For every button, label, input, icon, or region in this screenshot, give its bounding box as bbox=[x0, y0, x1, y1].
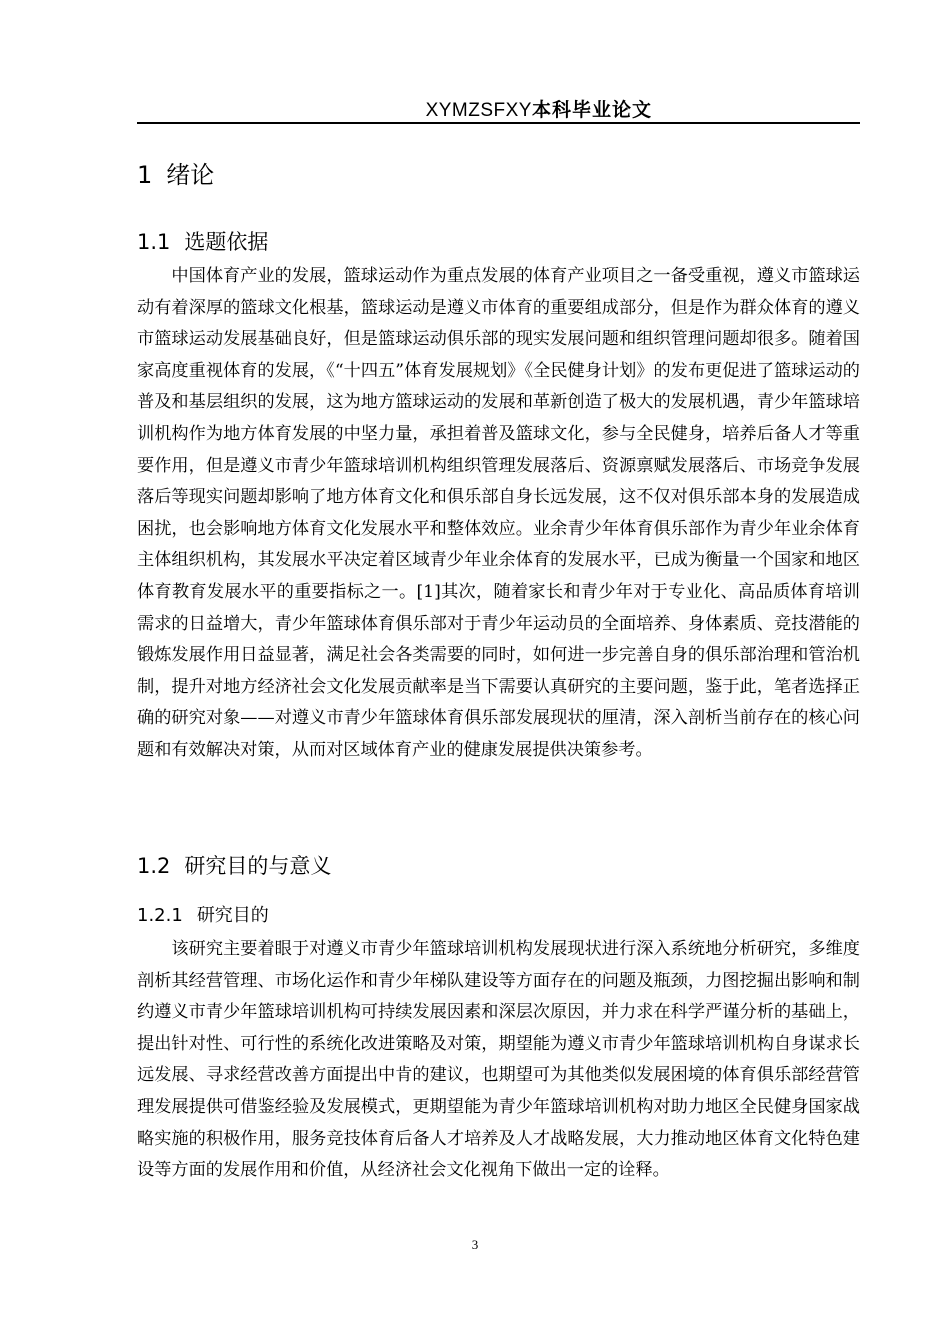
chapter-number: 1 bbox=[137, 161, 153, 189]
header-thesis-label: 本科毕业论文 bbox=[531, 99, 652, 121]
chapter-title: 绪论 bbox=[166, 161, 215, 189]
header-code: XYMZSFXY bbox=[425, 100, 532, 121]
section-heading-1-2 bbox=[137, 850, 331, 880]
section-number: 1.1 bbox=[137, 230, 171, 254]
subsection-heading-1-2-1 bbox=[137, 901, 269, 927]
section-title: 研究目的与意义 bbox=[184, 854, 332, 878]
section-number: 1.2 bbox=[137, 854, 171, 878]
section-heading-1-1 bbox=[137, 226, 268, 256]
subsection-title: 研究目的 bbox=[196, 905, 269, 926]
page-number: 3 bbox=[471, 1237, 479, 1252]
header-title bbox=[426, 95, 652, 122]
page-header bbox=[137, 92, 860, 124]
section-title: 选题依据 bbox=[184, 230, 269, 254]
section-1-1-paragraph: 中国体育产业的发展，篮球运动作为重点发展的体育产业项目之一备受重视，遵义市篮球运动有着深厚的篮球文化根基，篮球运动是遵义市体育的重要组成部分，但是作为群众体育的遵义市篮球运动发展基础良好，但是篮球运动俱乐部的现实发展问题和组织管理问题却很多。随着国家高度重视体育的发展，《“十四五”体育发展规划》《全民健身计划》的发布更促进了篮球运动的普及和基层组织的发展，这为地方篮球运动的发展和革新创造了极大的发展机遇，青少年篮球培训机构作为地方体育发展的中坚力量，承担着普及篮球文化，参与全民健身，培养后备人才等重要作用，但是遵义市青少年篮球培训机构组织管理发展落后、资源禀赋发展落后、市场竞争发展落后等现实问题却影响了地方体育文化和俱乐部自身长远发展，这不仅对俱乐部本身的发展造成困扰，也会影响地方体育文化发展水平和整体效应。业余青少年体育俱乐部作为青少年业余体育主体组织机构，其发展水平决定着区域青少年业余体育的发展水平，已成为衡量一个国家和地区体育教育发展水平的重要指标之一。[1]其次，随着家长和青少年对于专业化、高品质体育培训需求的日益增大，青少年篮球体育俱乐部对于青少年运动员的全面培养、身体素质、竞技潜能的锻炼发展作用日益显著，满足社会各类需要的同时，如何进一步完善自身的俱乐部治理和管治机制，提升对地方经济社会文化发展贡献率是当下需要认真研究的主要问题，鉴于此，笔者选择正确的研究对象——对遵义市青少年篮球体育俱乐部发展现状的厘清，深入剖析当前存在的核心问题和有效解决对策，从而对区域体育产业的健康发展提供决策参考。 bbox=[137, 266, 860, 760]
chapter-heading bbox=[137, 155, 214, 190]
section-1-2-1-paragraph: 该研究主要着眼于对遵义市青少年篮球培训机构发展现状进行深入系统地分析研究，多维度剖析其经营管理、市场化运作和青少年梯队建设等方面存在的问题及瓶颈，力图挖掘出影响和制约遵义市青少年篮球培训机构可持续发展因素和深层次原因，并力求在科学严谨分析的基础上，提出针对性、可行性的系统化改进策略及对策，期望能为遵义市青少年篮球培训机构自身谋求长远发展、寻求经营改善方面提出中肯的建议，也期望可为其他类似发展困境的体育俱乐部经营管理发展提供可借鉴经验及发展模式，更期望能为青少年篮球培训机构对助力地区全民健身国家战略实施的积极作用，服务竞技体育后备人才培养及人才战略发展，大力推动地区体育文化特色建设等方面的发展作用和价值，从经济社会文化视角下做出一定的诠释。 bbox=[137, 939, 860, 1181]
subsection-number: 1.2.1 bbox=[137, 905, 183, 926]
